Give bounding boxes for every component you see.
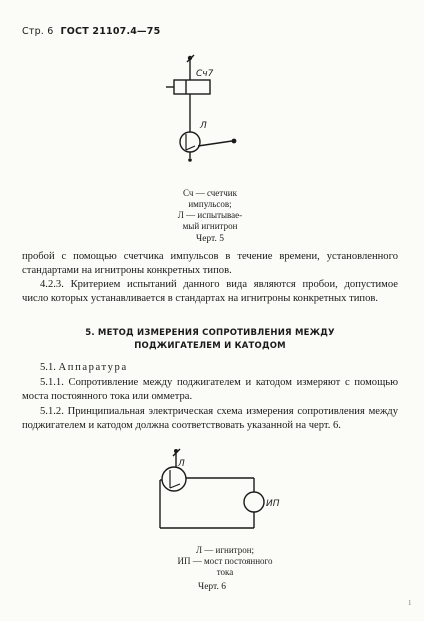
figure-6-legend bbox=[140, 545, 310, 578]
section-title-line-2: ПОДЖИГАТЕЛЕМ И КАТОДОМ bbox=[134, 341, 286, 351]
lamp-label-fig5: Л bbox=[200, 121, 207, 131]
ignitron-lamp bbox=[180, 132, 200, 152]
figure-6-caption: Черт. 6 bbox=[198, 582, 226, 592]
bridge-label: ИП bbox=[266, 499, 280, 509]
section-5-title bbox=[40, 327, 380, 353]
section-title-line-1: 5. МЕТОД ИЗМЕРЕНИЯ СОПРОТИВЛЕНИЯ МЕЖДУ bbox=[85, 328, 335, 338]
legend-line: мый игнитрон bbox=[182, 221, 238, 231]
counter-label: Сч7 bbox=[196, 69, 214, 79]
legend-line: импульсов; bbox=[188, 199, 232, 209]
ignitron-lamp-fig6 bbox=[162, 467, 186, 491]
legend-line: Л — игнитрон; bbox=[195, 545, 255, 555]
legend-line: Сч — счетчик bbox=[183, 188, 237, 198]
figure-5-legend bbox=[150, 188, 270, 232]
paragraph-4-2-3: 4.2.3. Критерием испытаний данного вида являются пробои, допустимое число которых устанавливается в стандартах на игнитроны конкретных типов. bbox=[22, 279, 398, 305]
corner-mark: 1 bbox=[408, 599, 412, 607]
subsection-5-1 bbox=[22, 361, 398, 375]
lamp-label-fig6: Л bbox=[178, 459, 185, 469]
ignitron-lead bbox=[198, 141, 232, 146]
page-number: Стр. 6 bbox=[22, 26, 54, 37]
standard-number: ГОСТ 21107.4—75 bbox=[60, 26, 161, 37]
figure-6-schematic bbox=[0, 440, 424, 550]
figure-5-caption: Черт. 5 bbox=[196, 234, 224, 244]
legend-line: Л — испытывае- bbox=[177, 210, 243, 220]
paragraph-breakdown: пробой с помощью счетчика импульсов в течение времени, установленного стандартами на игнитроны конкретных типов. bbox=[22, 251, 398, 277]
bridge-meter bbox=[244, 492, 264, 512]
paragraph-5-1-1: 5.1.1. Сопротивление между поджигателем и катодом измеряют с помощью моста постоянного тока или омметра. bbox=[22, 377, 398, 403]
legend-line: ИП — мост постоянного bbox=[177, 556, 273, 566]
counter-box bbox=[174, 80, 210, 94]
subsection-number: 5.1. bbox=[40, 362, 56, 373]
subsection-title: Аппаратура bbox=[58, 362, 128, 373]
paragraph-5-1-2: 5.1.2. Принципиальная электрическая схема измерения сопротивления между поджигателем и катодом должна соответствовать указанной на черт. 6. bbox=[22, 406, 398, 432]
legend-line: тока bbox=[216, 567, 234, 577]
